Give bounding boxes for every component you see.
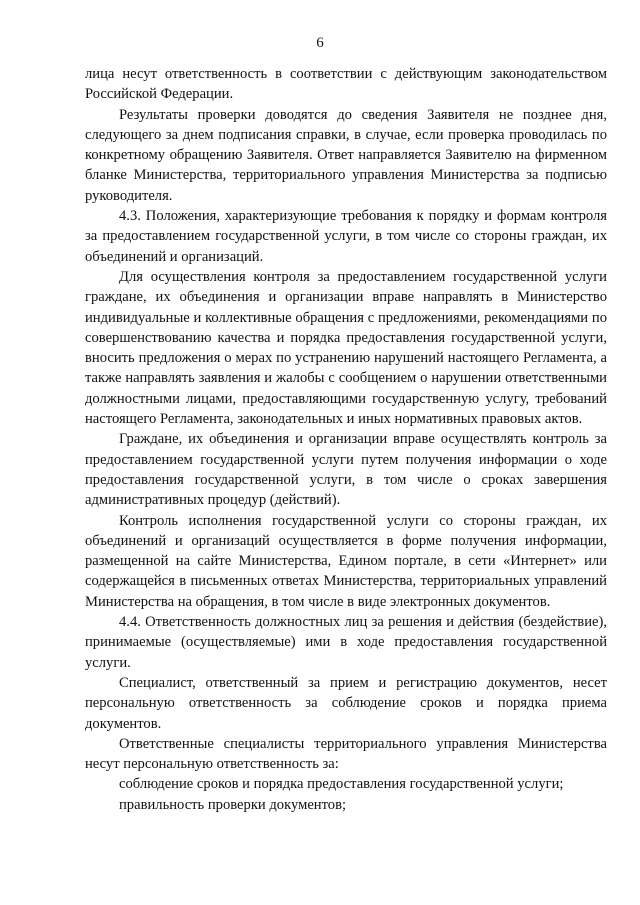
paragraph-specialist-responsibility: Специалист, ответственный за прием и регистрацию документов, несет персональную ответственность за соблюдение сроков и порядка приема документов. bbox=[85, 674, 607, 732]
section-heading-4-3: 4.3. Положения, характеризующие требования к порядку и формам контроля за предоставлением государственной услуги, в том числе со стороны граждан, их объединений и организаций. bbox=[85, 208, 607, 265]
paragraph-control-execution: Контроль исполнения государственной услуги со стороны граждан, их объединений и организаций осуществляется в форме получения информации, размещенной на сайте Министерства, Едином портале, в сети «Интернет» или содержащейся в письменных ответах Министерства, территориальных управлений Министерства на обращения, в том числе в виде электронных документов. bbox=[85, 512, 607, 610]
document-body bbox=[85, 64, 607, 815]
paragraph-responsible-specialists: Ответственные специалисты территориального управления Министерства несут персональную ответственность за: bbox=[85, 735, 607, 773]
section-heading-4-4: 4.4. Ответственность должностных лиц за решения и действия (бездействие), принимаемые (осуществляемые) ими в ходе предоставления государственной услуги. bbox=[85, 614, 607, 671]
paragraph-citizen-rights: Граждане, их объединения и организации вправе осуществлять контроль за предоставлением государственной услуги путем получения информации о ходе предоставления государственной услуги, в том числе о сроках завершения административных процедур (действий). bbox=[85, 431, 607, 509]
paragraph-continuation: лица несут ответственность в соответствии с действующим законодательством Российской Федерации. bbox=[85, 66, 607, 103]
page-number: 6 bbox=[316, 35, 324, 51]
paragraph-inspection-results: Результаты проверки доводятся до сведения Заявителя не позднее дня, следующего за днем подписания справки, в случае, если проверка проводилась по конкретному обращению Заявителя. Ответ направляется Заявителю на фирменном бланке Министерства, территориального управления Министерства за подписью руководителя. bbox=[85, 106, 607, 204]
paragraph-citizen-control: Для осуществления контроля за предоставлением государственной услуги граждане, их объединения и организации вправе направлять в Министерство индивидуальные и коллективные обращения с предложениями, рекомендациями по совершенствованию качества и порядка предоставления государственной услуги, вносить предложения о мерах по устранению нарушений настоящего Регламента, а также направлять заявления и жалобы с сообщением о нарушении ответственными должностными лицами, предоставляющими государственную услугу, требований настоящего Регламента, законодательных и иных нормативных правовых актов. bbox=[85, 268, 607, 428]
list-item-deadlines: соблюдение сроков и порядка предоставления государственной услуги; bbox=[119, 776, 564, 793]
list-item-document-check: правильность проверки документов; bbox=[119, 796, 347, 813]
